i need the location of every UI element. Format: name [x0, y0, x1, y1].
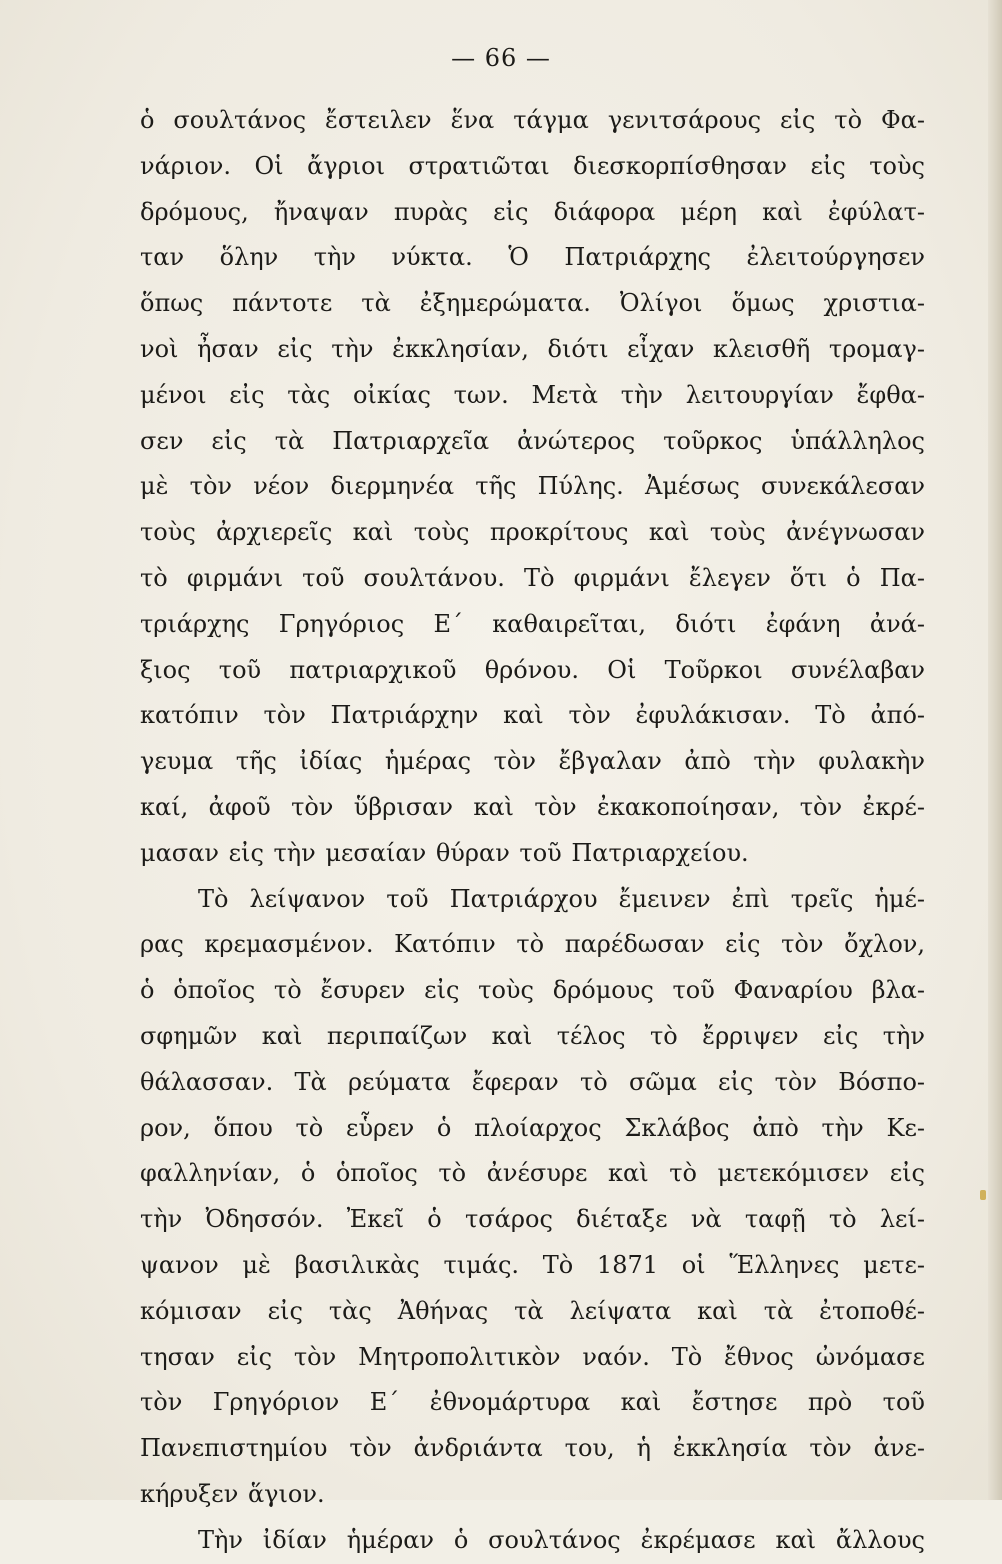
text-line: φαλληνίαν, ὁ ὁποῖος τὸ ἀνέσυρε καὶ τὸ μετεκόμισεν εἰς: [140, 1159, 925, 1188]
text-line: καί, ἀφοῦ τὸν ὕβρισαν καὶ τὸν ἐκακοποίησαν, τὸν ἐκρέ-: [140, 792, 925, 821]
text-line: νάριον. Οἱ ἄγριοι στρατιῶται διεσκορπίσθησαν εἰς τοὺς: [140, 151, 925, 180]
text-line: τοὺς ἀρχιερεῖς καὶ τοὺς προκρίτους καὶ τοὺς ἀνέγνωσαν: [140, 518, 925, 547]
text-line: γευμα τῆς ἰδίας ἡμέρας τὸν ἔβγαλαν ἀπὸ τὴν φυλακὴν: [140, 747, 925, 776]
text-line: ψανον μὲ βασιλικὰς τιμάς. Τὸ 1871 οἱ Ἕλληνες μετε-: [140, 1250, 925, 1279]
text-line: ὁ σουλτάνος ἔστειλεν ἕνα τάγμα γενιτσάρους εἰς τὸ Φα-: [140, 106, 925, 134]
text-line: κατόπιν τὸν Πατριάρχην καὶ τὸν ἐφυλάκισαν. Τὸ ἀπό-: [140, 701, 925, 730]
text-line: Τὴν ἰδίαν ἡμέραν ὁ σουλτάνος ἐκρέμασε καὶ ἄλλους: [198, 1525, 925, 1554]
text-line: δρόμους, ἤναψαν πυρὰς εἰς διάφορα μέρη καὶ ἐφύλατ-: [140, 197, 925, 226]
text-line: ὁ ὁποῖος τὸ ἔσυρεν εἰς τοὺς δρόμους τοῦ Φαναρίου βλα-: [140, 976, 925, 1005]
text-line: Πανεπιστημίου τὸν ἀνδριάντα του, ἡ ἐκκλησία τὸν ἀνε-: [140, 1434, 925, 1463]
text-line: ρας κρεμασμένον. Κατόπιν τὸ παρέδωσαν εἰς τὸν ὄχλον,: [140, 930, 925, 959]
text-line: ξιος τοῦ πατριαρχικοῦ θρόνου. Οἱ Τοῦρκοι συνέλαβαν: [140, 655, 925, 684]
paper-speck: [980, 1190, 986, 1200]
text-line: σφημῶν καὶ περιπαίζων καὶ τέλος τὸ ἔρριψεν εἰς τὴν: [140, 1021, 925, 1050]
text-line: τησαν εἰς τὸν Μητροπολιτικὸν ναόν. Τὸ ἔθνος ὠνόμασε: [140, 1342, 925, 1371]
text-line: μασαν εἰς τὴν μεσαίαν θύραν τοῦ Πατριαρχείου.: [140, 838, 749, 867]
text-line: Τὸ λείψανον τοῦ Πατριάρχου ἔμεινεν ἐπὶ τρεῖς ἡμέ-: [198, 884, 925, 913]
page-number: — 66 —: [451, 44, 551, 72]
text-line: ρον, ὅπου τὸ εὗρεν ὁ πλοίαρχος Σκλάβος ἀπὸ τὴν Κε-: [140, 1113, 925, 1142]
body-text: [140, 98, 925, 1564]
text-line: τὸν Γρηγόριον Ε΄ ἐθνομάρτυρα καὶ ἔστησε πρὸ τοῦ: [140, 1388, 925, 1417]
text-line: νοὶ ἦσαν εἰς τὴν ἐκκλησίαν, διότι εἶχαν κλεισθῆ τρομαγ-: [140, 334, 925, 363]
text-line: θάλασσαν. Τὰ ρεύματα ἔφεραν τὸ σῶμα εἰς τὸν Βόσπο-: [140, 1067, 925, 1096]
text-line: τὸ φιρμάνι τοῦ σουλτάνου. Τὸ φιρμάνι ἔλεγεν ὅτι ὁ Πα-: [140, 563, 925, 592]
text-line: σεν εἰς τὰ Πατριαρχεῖα ἀνώτερος τοῦρκος ὑπάλληλος: [140, 426, 925, 455]
text-line: ὅπως πάντοτε τὰ ἐξημερώματα. Ὀλίγοι ὅμως χριστια-: [140, 289, 925, 318]
text-line: μένοι εἰς τὰς οἰκίας των. Μετὰ τὴν λειτουργίαν ἔφθα-: [140, 380, 925, 409]
text-line: τριάρχης Γρηγόριος Ε΄ καθαιρεῖται, διότι ἐφάνη ἀνά-: [140, 609, 925, 638]
text-line: κήρυξεν ἅγιον.: [140, 1479, 325, 1508]
text-line: μὲ τὸν νέον διερμηνέα τῆς Πύλης. Ἀμέσως συνεκάλεσαν: [140, 472, 925, 501]
page-edge: [988, 0, 1002, 1500]
text-line: τὴν Ὀδησσόν. Ἐκεῖ ὁ τσάρος διέταξε νὰ ταφῇ τὸ λεί-: [140, 1205, 925, 1234]
text-line: κόμισαν εἰς τὰς Ἀθήνας τὰ λείψατα καὶ τὰ ἐτοποθέ-: [140, 1296, 925, 1325]
text-line: ταν ὅλην τὴν νύκτα. Ὁ Πατριάρχης ἐλειτούργησεν: [140, 243, 925, 272]
